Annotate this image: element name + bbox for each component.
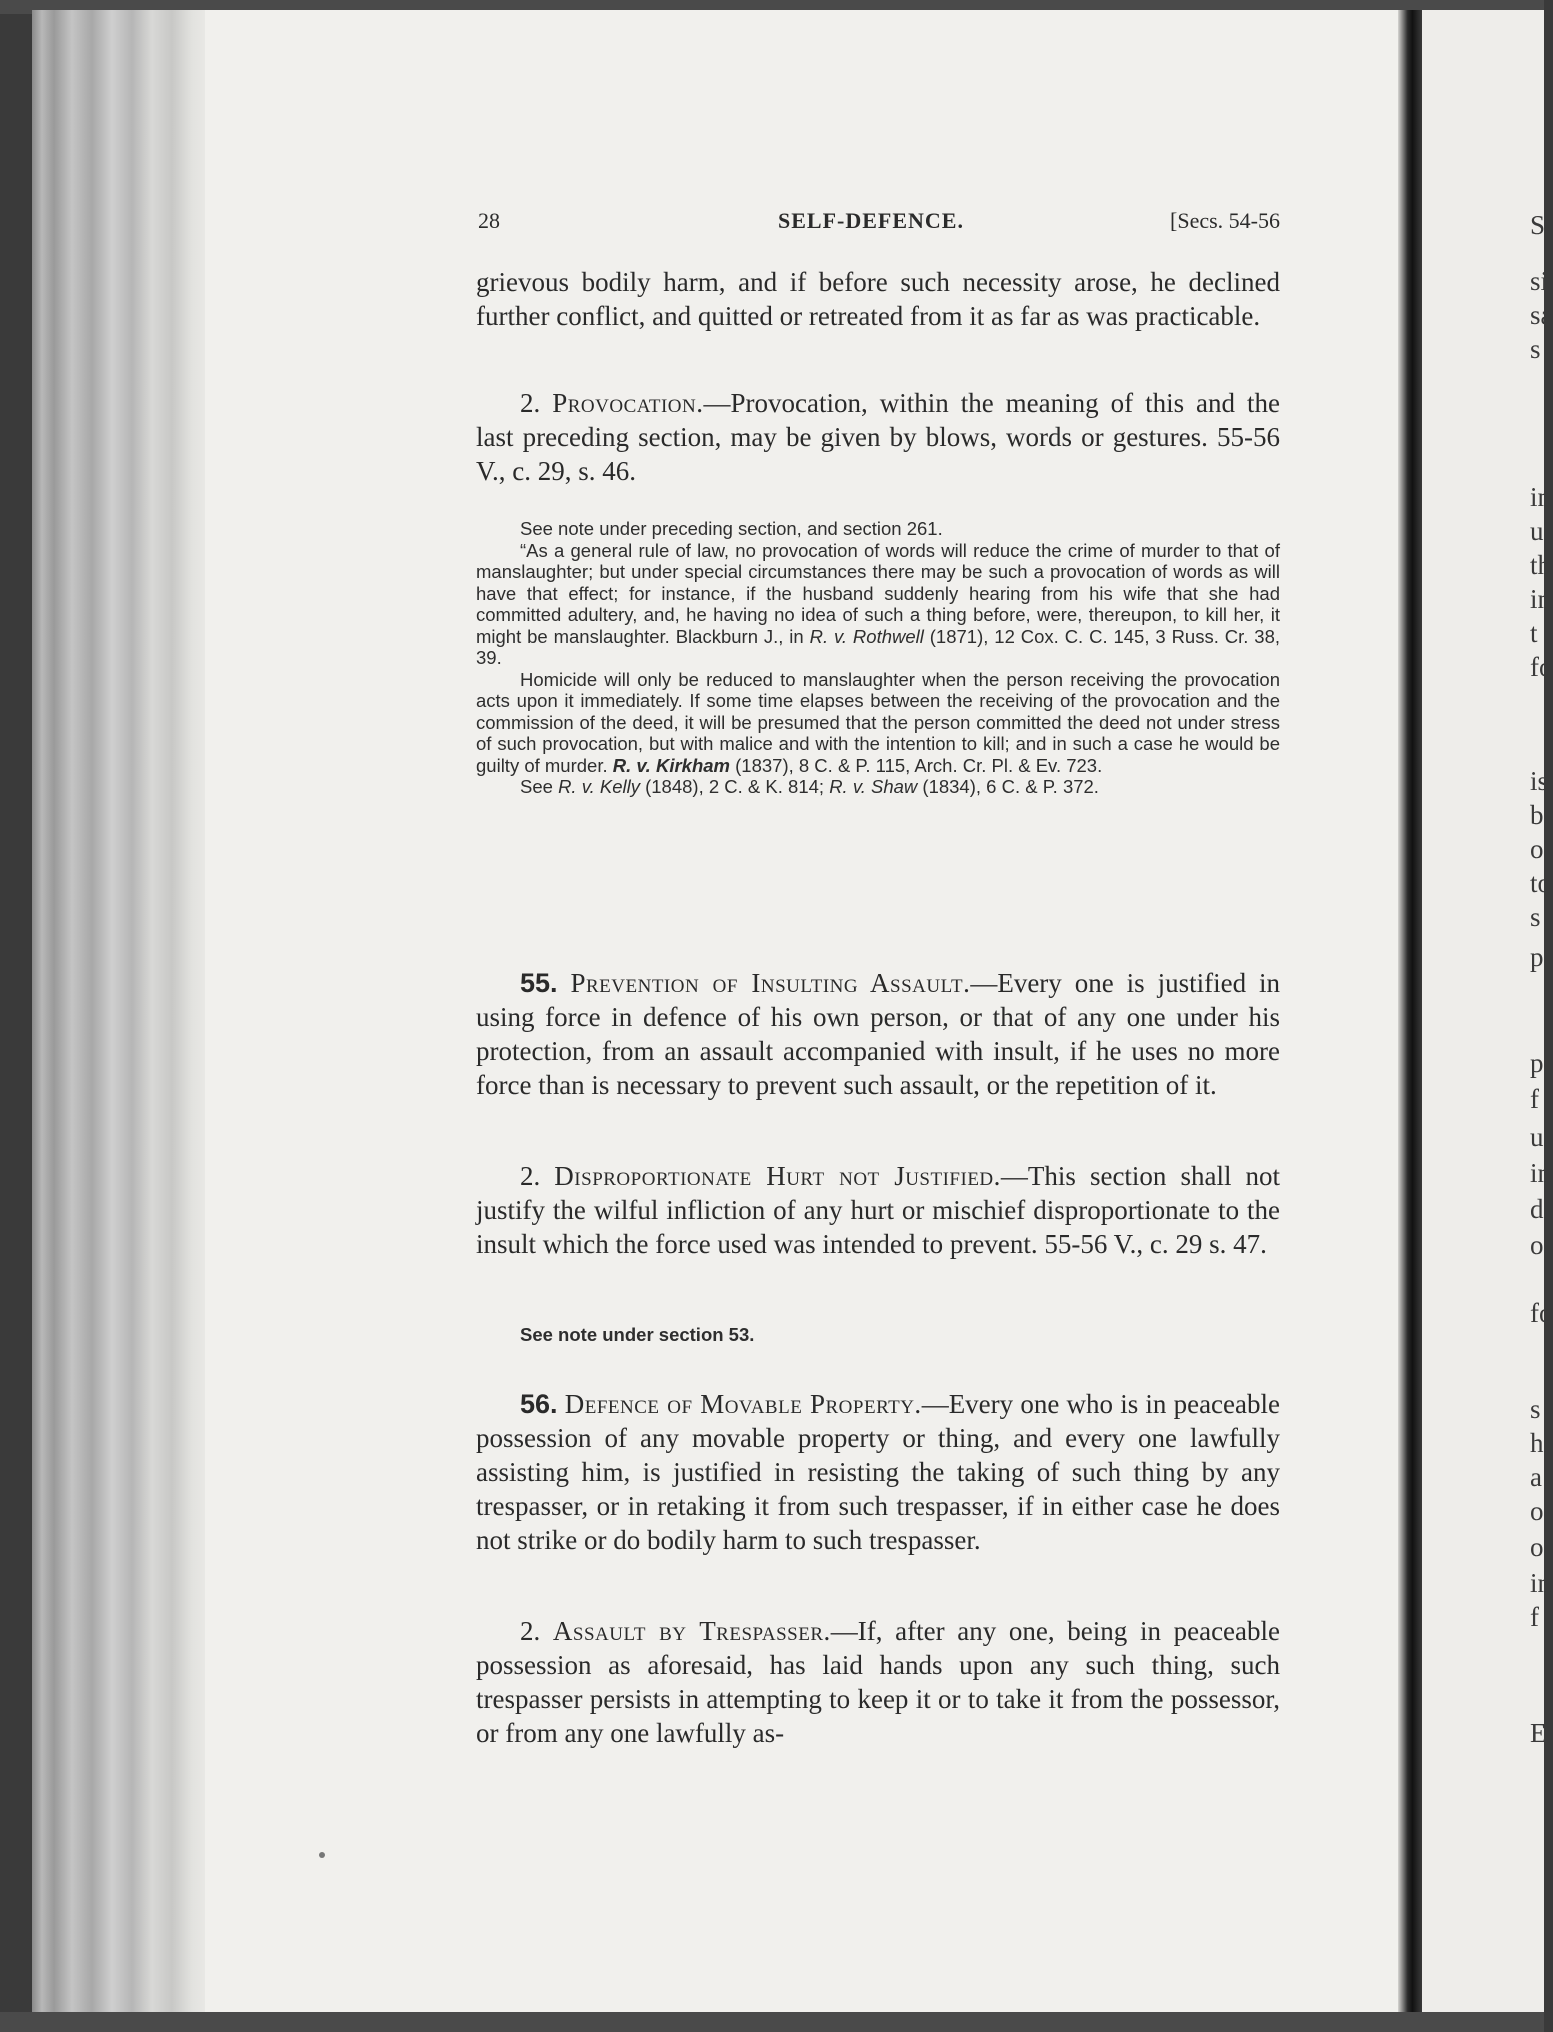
right-fragment: a xyxy=(1530,1462,1542,1492)
subsection-paragraph xyxy=(476,1159,1280,1261)
subsection-heading: Assault by Trespasser. xyxy=(552,1616,831,1646)
section-number: 55. xyxy=(520,968,558,998)
right-fragment: si xyxy=(1530,266,1549,296)
note-paragraph xyxy=(476,776,1280,798)
right-fragment: E xyxy=(1530,1718,1547,1748)
section-text: —Every one is justified in using force in defence of his own person, or that of any one under his protection, from an assault accompanied with insult, if he uses no more force than is necessary to prevent such assault, or the repetition of it. xyxy=(476,968,1280,1100)
paragraph-continuation xyxy=(476,265,1280,333)
right-fragment: S xyxy=(1530,210,1546,240)
right-fragment: s xyxy=(1530,334,1541,364)
right-fragment: s xyxy=(1530,1394,1541,1424)
annotation-note xyxy=(476,1324,1280,1346)
subsection-text: —Provocation, within the meaning of this and the last preceding section, may be given by blows, words or gestures. 55-56 V., c. 29, s. 46. xyxy=(476,388,1280,486)
section-heading: Prevention of Insulting Assault. xyxy=(570,968,971,998)
note-line: See note under section 53. xyxy=(520,1324,755,1345)
right-fragment: o xyxy=(1530,1496,1544,1526)
section-paragraph xyxy=(476,1387,1280,1557)
right-fragment: s xyxy=(1530,902,1541,932)
note-paragraph xyxy=(476,669,1280,777)
subsection-text: —This section shall not justify the wilful infliction of any hurt or mischief disproportionate to the insult which the force used was intended to prevent. 55-56 V., c. 29 s. 47. xyxy=(476,1161,1281,1259)
right-fragment: b xyxy=(1530,800,1544,830)
section-56-subsection-2 xyxy=(476,1614,1280,1750)
right-fragment: f xyxy=(1530,1084,1539,1114)
case-name: R. v. Kelly xyxy=(558,776,640,797)
note-citation: (1848), 2 C. & K. 814; xyxy=(639,776,830,797)
subsection-paragraph xyxy=(476,1614,1280,1750)
note-citation: (1834), 6 C. & P. 372. xyxy=(917,776,1099,797)
right-fragment: t xyxy=(1530,618,1538,648)
case-name: R. v. Kirkham xyxy=(612,754,730,776)
page-number: 28 xyxy=(478,208,500,233)
right-fragment: u xyxy=(1530,516,1544,546)
section-text: —Every one who is in peaceable possession of any movable property or thing, and every one lawfully assisting him, is justified in resisting the taking of such thing by any trespasser, or in retaking it from such trespasser, if in either case he does not strike or do bodily harm to such trespasser. xyxy=(476,1389,1280,1555)
right-fragment: in xyxy=(1530,584,1552,614)
running-title: SELF-DEFENCE. xyxy=(778,208,964,233)
subsection-text: —If, after any one, being in peaceable possession as aforesaid, has laid hands upon any such thing, such trespasser persists in attempting to keep it or to take it from the possessor, or from any one lawfully as- xyxy=(476,1616,1281,1748)
subsection-number: 2. xyxy=(520,388,541,418)
note-citation: (1837), 8 C. & P. 115, Arch. Cr. Pl. & Ev. 723. xyxy=(729,754,1103,776)
section-paragraph xyxy=(476,966,1280,1102)
subsection-paragraph xyxy=(476,386,1280,488)
section-55-subsection-2 xyxy=(476,1159,1280,1261)
right-fragment: in xyxy=(1530,1568,1552,1598)
right-fragment: fo xyxy=(1530,652,1553,682)
page-edges-stack xyxy=(32,10,212,2014)
subsection-number: 2. xyxy=(520,1161,541,1191)
right-fragment: f xyxy=(1530,1602,1539,1632)
right-fragment: is xyxy=(1530,766,1549,796)
right-fragment: p xyxy=(1530,1048,1544,1078)
right-fragment: o xyxy=(1530,1230,1544,1260)
right-fragment: o xyxy=(1530,834,1544,864)
right-fragment: in xyxy=(1530,482,1552,512)
right-page xyxy=(1422,10,1544,2014)
right-fragment: o xyxy=(1530,1532,1544,1562)
note-paragraph xyxy=(476,540,1280,669)
subsection-number: 2. xyxy=(520,1616,541,1646)
note-text: See xyxy=(520,776,559,797)
book-gutter xyxy=(1398,10,1422,2014)
scan-frame-bottom xyxy=(0,2012,1544,2032)
right-fragment: d xyxy=(1530,1194,1544,1224)
section-range: [Secs. 54-56 xyxy=(1170,208,1280,233)
right-fragment: th xyxy=(1530,550,1552,580)
section-heading: Defence of Movable Property. xyxy=(564,1389,922,1419)
right-fragment: to xyxy=(1530,868,1552,898)
right-fragment: h xyxy=(1530,1428,1544,1458)
section-number: 56. xyxy=(520,1389,558,1419)
section-56 xyxy=(476,1387,1280,1557)
right-fragment: fo xyxy=(1530,1298,1553,1328)
running-head xyxy=(478,208,1280,240)
right-fragment: u xyxy=(1530,1122,1544,1152)
note-text: “As a general rule of law, no provocation of words will reduce the crime of murder to that of manslaughter; but under special circumstances there may be such a provocation of words as will have that effect; for instance, if the husband suddenly hearing from his wife that she had committed adultery, and, he having no idea of such a thing before, were, thereupon, to kill her, it might be manslaughter. Blackburn J., in xyxy=(476,539,1280,647)
note-citation: (1871), 12 Cox. C. C. 145, 3 Russ. Cr. 38, 39. xyxy=(476,625,1281,668)
scan-speck xyxy=(319,1852,325,1858)
case-name: R. v. Shaw xyxy=(829,776,918,797)
subsection-provocation xyxy=(476,386,1280,488)
note-line: See note under preceding section, and section 261. xyxy=(520,518,943,539)
subsection-heading: Disproportionate Hurt not Justified. xyxy=(554,1161,1001,1191)
section-55 xyxy=(476,966,1280,1102)
right-fragment: sa xyxy=(1530,300,1553,330)
subsection-heading: Provocation. xyxy=(552,388,704,418)
annotation-note xyxy=(476,518,1280,798)
right-fragment: p xyxy=(1530,942,1544,972)
note-text: Homicide will only be reduced to manslaughter when the person receiving the provocation acts upon it immediately. If some time elapses between the receiving of the provocation and the commission of the deed, it will be presumed that the person committed the deed not under stress of such provocation, but with malice and with the intention to kill; and in such a case he would be guilty of murder. xyxy=(476,668,1280,776)
paragraph-text: grievous bodily harm, and if before such necessity arose, he declined further conflict, and quitted or retreated from it as far as was practicable. xyxy=(476,267,1280,331)
right-fragment: in xyxy=(1530,1158,1552,1188)
case-name: R. v. Rothwell xyxy=(809,625,924,647)
